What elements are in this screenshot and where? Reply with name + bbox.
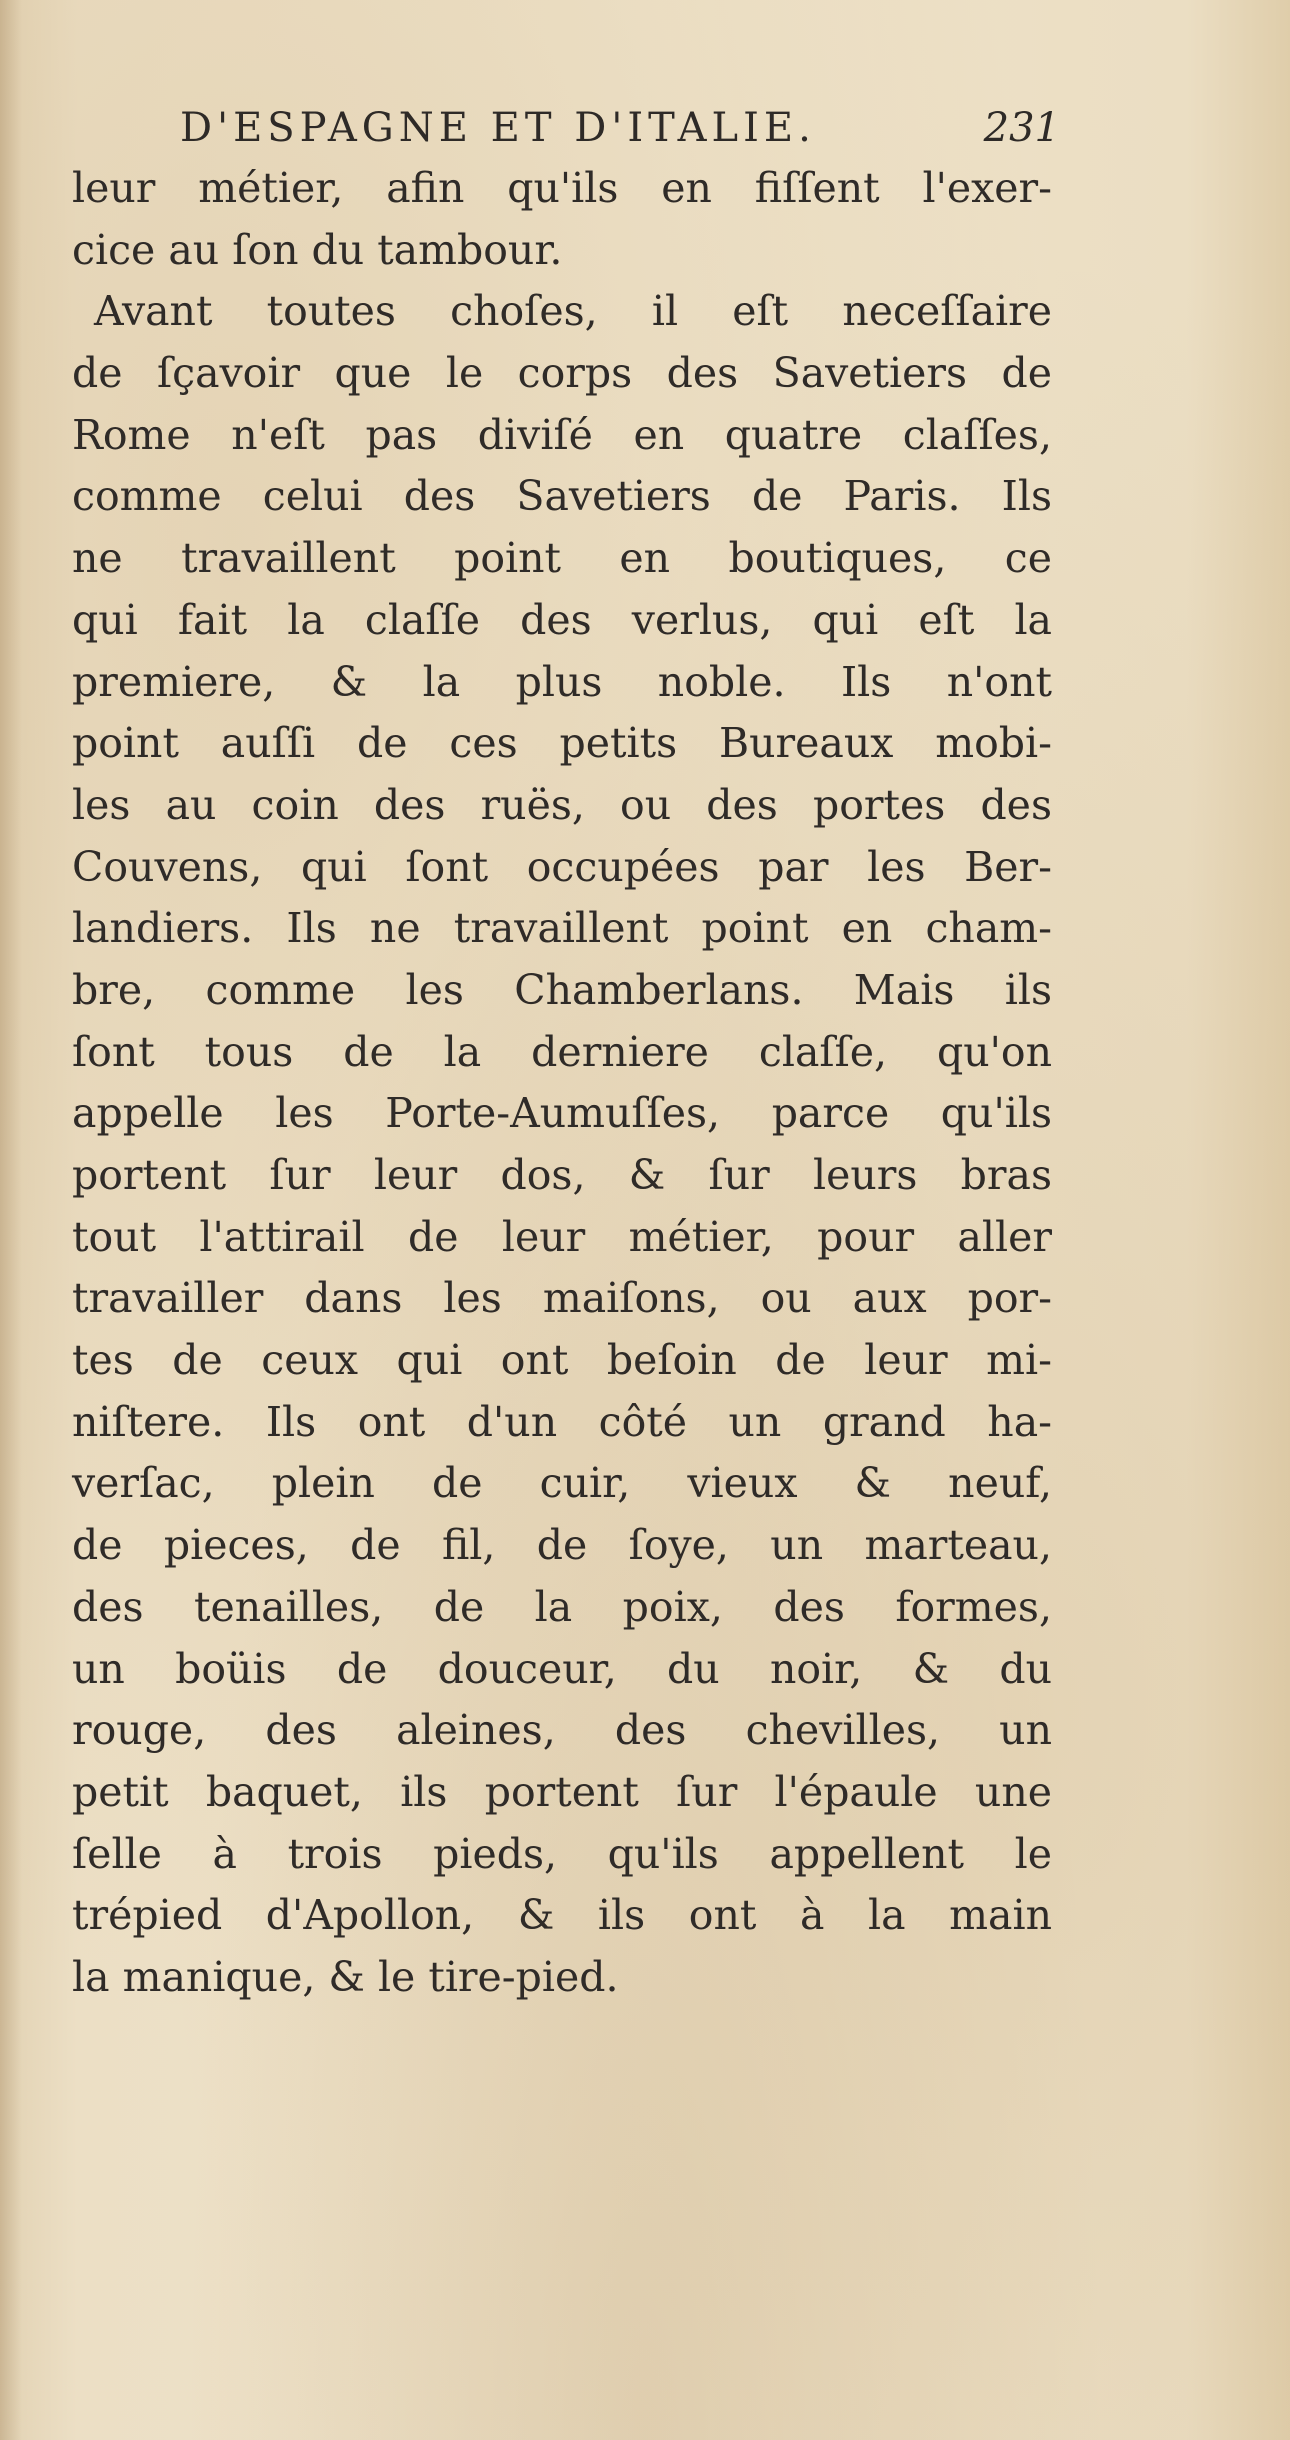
- page-number: 231: [983, 105, 1060, 151]
- text-line: verſac, plein de cuir, vieux & neuf,: [72, 1459, 1052, 1508]
- text-line: la manique, & le tire-pied.: [72, 1952, 619, 2001]
- gutter-shadow: [0, 0, 22, 2440]
- text-line: portent ſur leur dos, & ſur leurs bras: [72, 1151, 1052, 1199]
- text-line: ne travaillent point en boutiques, ce: [72, 534, 1052, 583]
- text-line: bre, comme les Chamberlans. Mais ils: [72, 965, 1052, 1014]
- text-line: premiere, & la plus noble. Ils n'ont: [72, 657, 1052, 706]
- text-line: appelle les Porte-Aumuſſes, parce qu'ils: [72, 1089, 1052, 1138]
- text-line: comme celui des Savetiers de Paris. Ils: [72, 472, 1052, 521]
- text-line: point auſſi de ces petits Bureaux mobi-: [72, 719, 1052, 768]
- text-line: landiers. Ils ne travaillent point en cham-: [72, 904, 1052, 953]
- text-line: ſelle à trois pieds, qu'ils appellent le: [72, 1829, 1052, 1878]
- text-line: qui fait la claſſe des verlus, qui eſt la: [72, 595, 1052, 644]
- text-line: tout l'attirail de leur métier, pour aller: [72, 1212, 1052, 1261]
- running-title: D'ESPAGNE ET D'ITALIE.: [180, 105, 816, 151]
- text-line: Rome n'eſt pas diviſé en quatre claſſes,: [72, 410, 1052, 459]
- text-line: trépied d'Apollon, & ils ont à la main: [72, 1891, 1052, 1940]
- text-line: rouge, des aleines, des chevilles, un: [72, 1706, 1052, 1755]
- text-line: leur métier, afin qu'ils en fiſſent l'exer-: [72, 164, 1052, 212]
- text-line: de ſçavoir que le corps des Savetiers de: [72, 349, 1052, 398]
- text-line: des tenailles, de la poix, des formes,: [72, 1582, 1052, 1631]
- text-line: Avant toutes choſes, il eſt neceſſaire: [94, 287, 1052, 336]
- text-line: un boüis de douceur, du noir, & du: [72, 1644, 1052, 1693]
- text-line: petit baquet, ils portent ſur l'épaule une: [72, 1767, 1052, 1816]
- text-line: ſont tous de la derniere claſſe, qu'on: [72, 1027, 1052, 1076]
- page-header: [180, 98, 1060, 158]
- text-line: les au coin des ruës, ou des portes des: [72, 780, 1052, 829]
- text-line: niſtere. Ils ont d'un côté un grand ha-: [72, 1397, 1052, 1446]
- text-line: tes de ceux qui ont beſoin de leur mi-: [72, 1336, 1052, 1385]
- text-line: de pieces, de fil, de ſoye, un marteau,: [72, 1521, 1052, 1570]
- body-text: [72, 158, 1052, 2009]
- text-line: Couvens, qui ſont occupées par les Ber-: [72, 842, 1052, 891]
- text-line: travailler dans les maiſons, ou aux por-: [72, 1274, 1052, 1323]
- text-line: cice au ſon du tambour.: [72, 225, 563, 274]
